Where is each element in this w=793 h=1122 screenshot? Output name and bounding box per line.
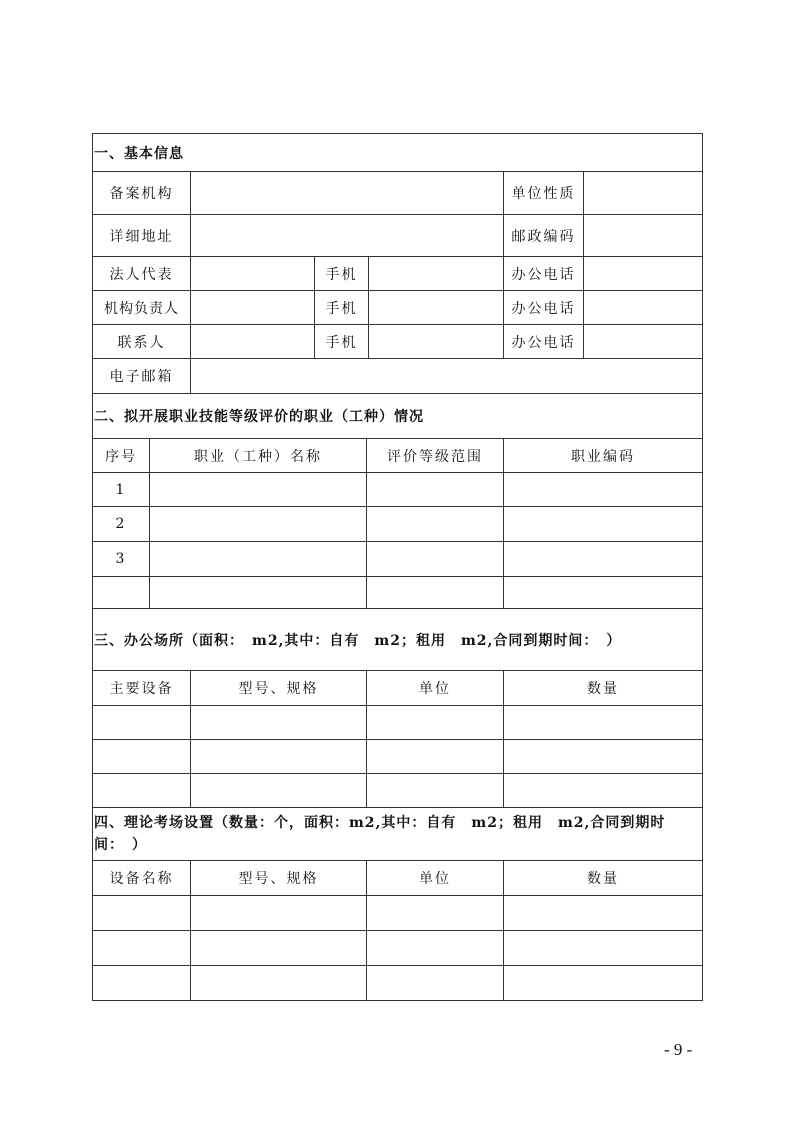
cell[interactable] (504, 706, 703, 740)
table-row (93, 774, 703, 808)
cell[interactable] (367, 577, 504, 609)
cell[interactable] (93, 966, 191, 1001)
header-index: 序号 (93, 439, 150, 473)
table-row (93, 577, 703, 609)
cell[interactable] (93, 896, 191, 931)
header-model: 型号、规格 (191, 671, 367, 706)
header-quantity: 数量 (504, 671, 703, 706)
row-index (93, 577, 150, 609)
email-field[interactable] (191, 359, 703, 394)
cell[interactable] (150, 473, 367, 507)
office-phone-field[interactable] (584, 257, 703, 291)
table-row (93, 473, 703, 507)
table-row (93, 507, 703, 542)
mobile-field[interactable] (369, 325, 504, 359)
label-office-phone: 办公电话 (504, 325, 584, 359)
header-unit: 单位 (367, 671, 504, 706)
office-phone-field[interactable] (584, 291, 703, 325)
cell[interactable] (93, 740, 191, 774)
cell[interactable] (504, 774, 703, 808)
header-level-range: 评价等级范围 (367, 439, 504, 473)
table-row (93, 542, 703, 577)
cell[interactable] (150, 577, 367, 609)
cell[interactable] (504, 896, 703, 931)
unit-nature-field[interactable] (584, 172, 703, 215)
header-occupation-code: 职业编码 (504, 439, 703, 473)
cell[interactable] (504, 740, 703, 774)
basic-info-table (92, 133, 703, 394)
filing-org-field[interactable] (191, 172, 504, 215)
header-equipment-name: 设备名称 (93, 861, 191, 896)
cell[interactable] (191, 740, 367, 774)
section-title: 四、理论考场设置（数量：个，面积：m2,其中：自有 m2；租用 m2,合同到期时间： ） (93, 808, 703, 861)
org-head-field[interactable] (191, 291, 315, 325)
occupation-table (92, 393, 703, 609)
label-address: 详细地址 (93, 215, 191, 257)
label-unit-nature: 单位性质 (504, 172, 584, 215)
cell[interactable] (504, 473, 703, 507)
postcode-field[interactable] (584, 215, 703, 257)
label-email: 电子邮箱 (93, 359, 191, 394)
header-occupation-name: 职业（工种）名称 (150, 439, 367, 473)
table-row (93, 706, 703, 740)
label-mobile: 手机 (315, 325, 369, 359)
cell[interactable] (93, 706, 191, 740)
cell[interactable] (150, 507, 367, 542)
cell[interactable] (191, 931, 367, 966)
cell[interactable] (367, 507, 504, 542)
section-title: 一、基本信息 (93, 134, 703, 172)
table-row (93, 931, 703, 966)
label-office-phone: 办公电话 (504, 291, 584, 325)
legal-rep-field[interactable] (191, 257, 315, 291)
table-row (93, 966, 703, 1001)
section-title: 三、办公场所（面积： m2,其中：自有 m2；租用 m2,合同到期时间： ） (93, 609, 703, 671)
row-index: 2 (93, 507, 150, 542)
cell[interactable] (191, 706, 367, 740)
cell[interactable] (367, 966, 504, 1001)
cell[interactable] (504, 577, 703, 609)
address-field[interactable] (191, 215, 504, 257)
cell[interactable] (504, 507, 703, 542)
cell[interactable] (367, 931, 504, 966)
label-office-phone: 办公电话 (504, 257, 584, 291)
cell[interactable] (93, 931, 191, 966)
cell[interactable] (93, 774, 191, 808)
office-table (92, 608, 703, 808)
label-org-head: 机构负责人 (93, 291, 191, 325)
cell[interactable] (150, 542, 367, 577)
label-mobile: 手机 (315, 257, 369, 291)
row-index: 3 (93, 542, 150, 577)
cell[interactable] (504, 542, 703, 577)
header-quantity: 数量 (504, 861, 703, 896)
label-mobile: 手机 (315, 291, 369, 325)
label-filing-org: 备案机构 (93, 172, 191, 215)
cell[interactable] (191, 774, 367, 808)
header-model: 型号、规格 (191, 861, 367, 896)
row-index: 1 (93, 473, 150, 507)
table-row (93, 740, 703, 774)
office-phone-field[interactable] (584, 325, 703, 359)
cell[interactable] (191, 896, 367, 931)
mobile-field[interactable] (369, 257, 504, 291)
cell[interactable] (191, 966, 367, 1001)
cell[interactable] (367, 473, 504, 507)
cell[interactable] (367, 706, 504, 740)
mobile-field[interactable] (369, 291, 504, 325)
contact-field[interactable] (191, 325, 315, 359)
label-legal-rep: 法人代表 (93, 257, 191, 291)
label-contact: 联系人 (93, 325, 191, 359)
header-unit: 单位 (367, 861, 504, 896)
cell[interactable] (367, 542, 504, 577)
table-row (93, 896, 703, 931)
cell[interactable] (367, 774, 504, 808)
page-number: - 9 - (664, 1040, 693, 1059)
section-title: 二、拟开展职业技能等级评价的职业（工种）情况 (93, 394, 703, 439)
exam-room-table (92, 807, 703, 1001)
cell[interactable] (504, 931, 703, 966)
header-equipment: 主要设备 (93, 671, 191, 706)
cell[interactable] (367, 740, 504, 774)
label-postcode: 邮政编码 (504, 215, 584, 257)
cell[interactable] (367, 896, 504, 931)
cell[interactable] (504, 966, 703, 1001)
